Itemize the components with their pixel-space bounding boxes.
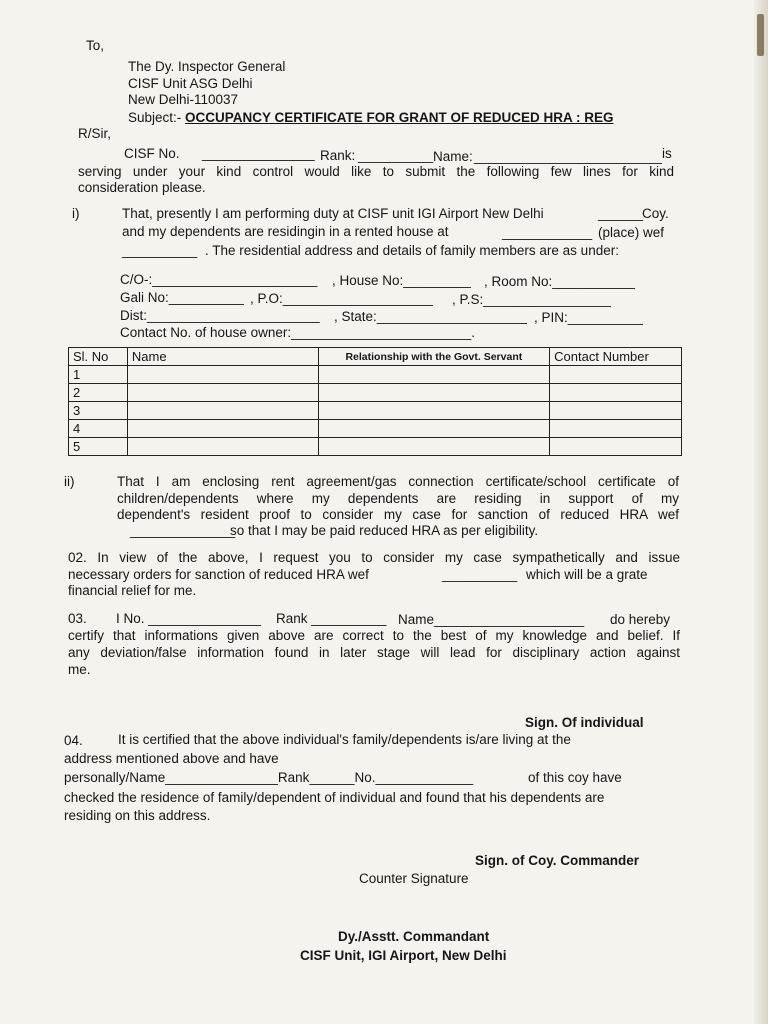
field-state: , State:____________________: [334, 309, 527, 324]
para-ii-number: ii): [64, 474, 75, 489]
table-header-row: [69, 348, 682, 366]
sign-of-individual: Sign. Of individual: [525, 715, 644, 730]
binding-mark: [757, 14, 764, 56]
coy-blank: ______: [598, 206, 644, 221]
header-contact-number: Contact Number: [550, 348, 682, 366]
field-po: , P.O:____________________: [250, 291, 433, 306]
para-04-line-4: checked the residence of family/dependent of individual and found that his dependents are: [64, 790, 605, 805]
contact-cell: [550, 366, 682, 384]
intro-cisf-no: CISF No.: [124, 146, 180, 161]
para-02-line-1: 02. In view of the above, I request you to consider my case sympathetically and issue: [68, 550, 680, 565]
wef-blank-2: ______________: [130, 523, 236, 538]
to-label: To,: [86, 38, 105, 53]
name-cell: [127, 384, 318, 402]
relationship-cell: [318, 438, 550, 456]
name-cell: [127, 402, 318, 420]
para-03-name: Name____________________: [398, 612, 585, 627]
relationship-cell: [318, 420, 550, 438]
para-03-hereby: do hereby: [610, 612, 671, 627]
addressee-title: The Dy. Inspector General: [128, 59, 286, 74]
para-03-line-2: certify that informations given above are correct to the best of my knowledge and belief. If: [68, 628, 680, 643]
family-members-table: [68, 347, 682, 456]
subject-line: [128, 110, 614, 126]
contact-cell: [550, 438, 682, 456]
para-ii-line-3: dependent's resident proof to consider my case for sanction of reduced HRA wef: [117, 507, 679, 522]
para-03-rank: Rank __________: [276, 611, 387, 626]
name-blank: _________________________: [474, 149, 662, 164]
subject-title: OCCUPANCY CERTIFICATE FOR GRANT OF REDUCED HRA : REG: [185, 110, 614, 125]
para-ii-line-4: so that I may be paid reduced HRA as per eligibility.: [230, 523, 539, 538]
wef-blank-3: __________: [442, 567, 518, 582]
para-04-line-2: address mentioned above and have: [64, 751, 279, 766]
para-i-place: (place) wef: [598, 225, 665, 240]
table-row: [69, 402, 682, 420]
para-03-line-3: any deviation/false information found in later stage will lead for disciplinary action against: [68, 645, 680, 660]
para-ii-line-1: That I am enclosing rent agreement/gas connection certificate/school certificate of: [117, 474, 679, 489]
table-row: [69, 420, 682, 438]
contact-cell: [550, 420, 682, 438]
subject-label: Subject:-: [128, 110, 182, 125]
name-cell: [127, 366, 318, 384]
rank-blank: __________: [358, 148, 434, 163]
intro-line-2: serving under your kind control would like to submit the following few lines for kind: [78, 164, 674, 179]
addressee-city: New Delhi-110037: [128, 92, 239, 107]
field-ps: , P.S:_________________: [452, 292, 611, 307]
para-03-number: 03.: [68, 611, 87, 626]
para-ii-line-2: children/dependents where my dependents are residing in support of my: [117, 491, 679, 506]
para-04-line-5: residing on this address.: [64, 808, 211, 823]
para-04-line-1: It is certified that the above individual's family/dependents is/are living at the: [118, 732, 571, 747]
field-room-no: , Room No:___________: [484, 274, 635, 289]
para-02-relief: which will be a grate: [526, 567, 648, 582]
table-row: [69, 384, 682, 402]
field-gali-no: Gali No:__________: [120, 290, 244, 305]
field-owner-contact: Contact No. of house owner:________________________.: [120, 325, 476, 340]
table-row: [69, 438, 682, 456]
row-number: 5: [69, 438, 128, 456]
name-cell: [127, 438, 318, 456]
table-row: [69, 366, 682, 384]
contact-cell: [550, 384, 682, 402]
intro-name: Name:: [433, 149, 473, 164]
addressee-unit: CISF Unit ASG Delhi: [128, 76, 253, 91]
intro-line-3: consideration please.: [78, 180, 206, 195]
para-02-line-3: financial relief for me.: [68, 583, 197, 598]
para-i-line-3: . The residential address and details of family members are as under:: [205, 243, 619, 258]
para-i-line-2: and my dependents are residingin in a rented house at: [122, 224, 449, 239]
salutation: R/Sir,: [78, 126, 112, 141]
para-03-line-4: me.: [68, 662, 91, 677]
field-pin: , PIN:__________: [534, 310, 643, 325]
para-04-line-3: personally/Name_______________Rank______No._____________: [64, 770, 474, 785]
contact-cell: [550, 402, 682, 420]
field-dist: Dist:_______________________: [120, 308, 320, 323]
para-04-number: 04.: [64, 733, 83, 748]
footer-unit: CISF Unit, IGI Airport, New Delhi: [300, 948, 507, 963]
wef-blank: __________: [122, 243, 198, 258]
name-cell: [127, 420, 318, 438]
para-i-number: i): [72, 206, 80, 221]
relationship-cell: [318, 384, 550, 402]
header-name: Name: [127, 348, 318, 366]
place-blank: ____________: [502, 225, 593, 240]
page-edge: [754, 0, 768, 1024]
row-number: 2: [69, 384, 128, 402]
sign-of-coy-commander: Sign. of Coy. Commander: [475, 853, 640, 868]
relationship-cell: [318, 366, 550, 384]
field-co: C/O-:______________________: [120, 272, 318, 287]
intro-is: is: [662, 146, 672, 161]
para-03-ino: I No. _______________: [116, 611, 261, 626]
para-i-line-1: That, presently I am performing duty at CISF unit IGI Airport New Delhi: [122, 206, 544, 221]
header-sl-no: Sl. No: [69, 348, 128, 366]
row-number: 1: [69, 366, 128, 384]
relationship-cell: [318, 402, 550, 420]
cisf-no-blank: _______________: [202, 146, 315, 161]
field-house-no: , House No:_________: [332, 273, 471, 288]
para-04-coy: of this coy have: [528, 770, 622, 785]
intro-rank: Rank:: [320, 148, 356, 163]
para-i-coy: Coy.: [642, 206, 669, 221]
row-number: 3: [69, 402, 128, 420]
para-02-line-2: necessary orders for sanction of reduced HRA wef: [68, 567, 369, 582]
footer-designation: Dy./Asstt. Commandant: [338, 929, 490, 944]
row-number: 4: [69, 420, 128, 438]
counter-signature: Counter Signature: [359, 871, 469, 886]
header-relationship: Relationship with the Govt. Servant: [318, 348, 550, 366]
